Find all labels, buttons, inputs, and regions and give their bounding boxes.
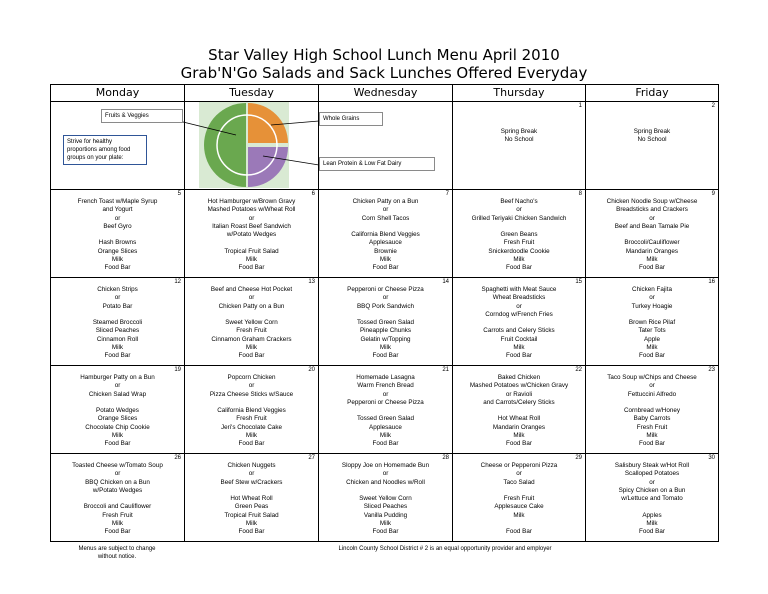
menu-line (455, 223, 583, 231)
week-row (51, 454, 719, 542)
menu-line: Chicken Patty on a Bun (218, 302, 285, 310)
menu-items (319, 462, 452, 537)
menu-line (321, 407, 450, 415)
menu-line: Hamburger Patty on a Bun (80, 374, 155, 381)
menu-line: Food Bar (238, 352, 265, 360)
menu-line: or (516, 302, 522, 310)
weekday-header-row (51, 85, 719, 102)
menu-line: Toasted Cheese w/Tomato Soup (72, 462, 163, 469)
menu-line: Spring Break (633, 128, 671, 135)
day-cell (319, 366, 453, 454)
day-cell (453, 278, 586, 366)
menu-line: Hot Hamburger w/Brown Gravy (207, 198, 296, 205)
weekday-header: Monday (51, 85, 185, 102)
day-number: 1 (578, 103, 582, 109)
menu-line: Food Bar (639, 528, 665, 536)
menu-line: Spring Break (500, 128, 538, 135)
menu-line (588, 399, 716, 407)
weekday-header: Tuesday (185, 85, 319, 102)
menu-line: Orange Slices (97, 247, 138, 255)
footer-equal-opportunity: Lincoln County School District # 2 is an equal opportunity provider and employer (338, 546, 552, 552)
menu-line: w/Potato Wedges (226, 231, 277, 239)
footer-disclaimer (50, 545, 184, 561)
menu-line: Baked Chicken (497, 374, 541, 381)
menu-line: Fresh Fruit (503, 495, 535, 503)
menu-line: Steamed Broccoli (92, 319, 143, 327)
menu-line: Fresh Fruit (636, 423, 668, 431)
day-number: 20 (308, 367, 315, 373)
menu-line: Broccoli/Cauliflower (624, 239, 680, 247)
menu-line: Hot Wheat Roll (497, 415, 541, 423)
menu-line: Milk (513, 432, 525, 440)
day-number: 13 (308, 279, 315, 285)
menu-line: Milk (111, 344, 124, 352)
menu-line: Chicken Nuggets (227, 462, 276, 469)
menu-line: Applesauce Cake (494, 503, 544, 511)
menu-line: Potato Wedges (96, 407, 139, 415)
menu-line: Pepperoni or Cheese Pizza (347, 286, 424, 293)
menu-line: and Carrots/Celery Sticks (483, 398, 555, 406)
menu-line: Beef Gyro (103, 222, 132, 230)
menu-line: Apples (642, 511, 662, 519)
menu-line: Tater Tots (638, 327, 666, 335)
day-number: 23 (708, 367, 715, 373)
day-cell (453, 366, 586, 454)
menu-line (53, 311, 182, 319)
menu-items (586, 374, 718, 449)
menu-line: Mandarin Oranges (492, 423, 546, 431)
menu-line (321, 311, 450, 319)
menu-items (185, 198, 318, 273)
menu-line: Milk (111, 520, 124, 528)
menu-line: Food Bar (372, 264, 399, 272)
menu-line: Tossed Green Salad (356, 415, 415, 423)
menu-line: Milk (379, 344, 392, 352)
day-number: 6 (311, 191, 315, 197)
menu-line: Green Beans (500, 231, 538, 239)
day-cell (185, 190, 319, 278)
menu-line: or (649, 214, 655, 222)
menu-line: or (649, 382, 655, 390)
menu-items (586, 198, 718, 273)
menu-line: Food Bar (104, 528, 131, 536)
menu-line: French Toast w/Maple Syrup (77, 198, 158, 205)
menu-line (187, 239, 316, 247)
menu-line: Hot Wheat Roll (230, 495, 273, 503)
menu-line (455, 520, 583, 528)
menu-line: Food Bar (506, 440, 532, 448)
menu-items (453, 374, 585, 449)
weekday-header: Thursday (453, 85, 586, 102)
menu-line: Food Bar (104, 440, 131, 448)
footer-disclaimer-line: without notice. (97, 554, 137, 560)
menu-line: Hash Browns (98, 239, 137, 247)
menu-items (51, 462, 184, 537)
menu-line: Milk (513, 344, 525, 352)
day-cell (51, 278, 185, 366)
menu-line: Potato Bar (102, 302, 133, 310)
menu-line: Milk (513, 511, 525, 519)
day-number: 16 (708, 279, 715, 285)
day-cell (185, 366, 319, 454)
menu-line: Italian Roast Beef Sandwich (212, 222, 291, 230)
weekday-header: Friday (586, 85, 719, 102)
menu-line: or (248, 214, 255, 222)
menu-line: Food Bar (639, 440, 665, 448)
menu-line: or (114, 294, 121, 302)
menu-items (586, 286, 718, 361)
day-cell (586, 278, 719, 366)
menu-items (51, 198, 184, 273)
menu-line: or (516, 206, 522, 214)
menu-line: Warm French Bread (357, 382, 414, 390)
menu-line: Food Bar (238, 440, 265, 448)
menu-line: Food Bar (506, 264, 532, 272)
menu-line: Tropical Fruit Salad (224, 511, 279, 519)
menu-line: Tossed Green Salad (356, 319, 415, 327)
menu-line (187, 487, 316, 495)
menu-line: Milk (379, 256, 392, 264)
day-cell (453, 454, 586, 542)
menu-line: Breadsticks and Crackers (616, 206, 688, 214)
menu-line: Beef and Bean Tamale Pie (614, 222, 690, 230)
menu-line: Beef and Cheese Hot Pocket (210, 286, 293, 293)
menu-line: Vanilla Pudding (363, 511, 408, 519)
menu-line: Mandarin Oranges (625, 247, 679, 255)
menu-line: Chicken Strips (97, 286, 138, 293)
strive-message: Strive for healthy proportions among food groups on your plate: (63, 135, 147, 165)
menu-line: Popcorn Chicken (227, 374, 276, 381)
menu-line (455, 487, 583, 495)
menu-line: Fresh Fruit (102, 511, 133, 519)
menu-line: Corndog w/French Fries (485, 310, 553, 318)
day-cell (586, 454, 719, 542)
day-cell (319, 190, 453, 278)
menu-items (453, 128, 585, 145)
day-cell (453, 190, 586, 278)
menu-line (53, 231, 182, 239)
menu-line: Beef Nacho's (500, 198, 538, 205)
menu-line: Mashed Potatoes w/Chicken Gravy (469, 382, 569, 390)
menu-line: Food Bar (238, 264, 265, 272)
menu-line: Baby Carrots (633, 415, 671, 423)
menu-line: or (114, 470, 121, 478)
page-subtitle: Grab'N'Go Salads and Sack Lunches Offered Everyday (180, 64, 588, 82)
menu-items (319, 198, 452, 273)
menu-line: Milk (646, 432, 658, 440)
day-number: 15 (575, 279, 582, 285)
menu-line: Sloppy Joe on Homemade Bun (341, 462, 430, 469)
menu-line: Sliced Peaches (95, 327, 140, 335)
day-number: 19 (174, 367, 181, 373)
menu-line: or (649, 478, 655, 486)
menu-line: California Blend Veggies (351, 231, 420, 239)
menu-line: BBQ Chicken on a Bun (85, 478, 150, 486)
menu-line: Food Bar (238, 528, 265, 536)
menu-line: Spicy Chicken on a Bun (618, 486, 686, 494)
menu-line: or (382, 390, 389, 398)
menu-line: Homemade Lasagna (356, 374, 415, 381)
day-number: 27 (308, 455, 315, 461)
menu-line: or (248, 382, 255, 390)
menu-line: or (248, 470, 255, 478)
day-cell (51, 454, 185, 542)
menu-items (453, 462, 585, 537)
menu-line: Chicken and Noodles w/Roll (346, 478, 425, 486)
menu-line: Chocolate Chip Cookie (85, 423, 150, 431)
menu-items (453, 286, 585, 361)
menu-line: Taco Soup w/Chips and Cheese (607, 374, 697, 381)
menu-line: Food Bar (639, 264, 665, 272)
day-number: 12 (174, 279, 181, 285)
menu-line: or (114, 382, 121, 390)
menu-items (51, 286, 184, 361)
menu-line (187, 311, 316, 319)
day-cell (586, 102, 719, 190)
menu-line: Broccoli and Cauliflower (83, 503, 152, 511)
menu-line: Food Bar (372, 352, 399, 360)
menu-line: Milk (513, 256, 525, 264)
menu-line: Cheese or Pepperoni Pizza (480, 462, 558, 469)
menu-items (586, 128, 718, 145)
menu-line: Wheat Breadsticks (492, 294, 546, 302)
menu-line: Food Bar (104, 352, 131, 360)
menu-line: or (248, 294, 255, 302)
fruits-veggies-callout: Fruits & Veggies (101, 109, 183, 123)
day-number: 9 (711, 191, 715, 197)
menu-line: Sweet Yellow Corn (359, 495, 412, 503)
menu-line (588, 231, 716, 239)
page-title: Star Valley High School Lunch Menu April 2010 (208, 46, 560, 64)
menu-line: Mashed Potatoes w/Wheat Roll (207, 206, 296, 214)
menu-line: or (114, 214, 121, 222)
menu-line: and Yogurt (102, 206, 133, 214)
day-cell (319, 278, 453, 366)
menu-line: Cornbread w/Honey (623, 407, 680, 415)
day-cell (51, 190, 185, 278)
menu-line: Taco Salad (503, 478, 535, 486)
menu-items (185, 286, 318, 361)
menu-line: or (382, 294, 389, 302)
menu-line (321, 223, 450, 231)
menu-line: Milk (379, 520, 392, 528)
day-number: 7 (445, 191, 449, 197)
menu-items (319, 374, 452, 449)
menu-line: Applesauce (369, 423, 402, 431)
menu-line: Brownie (374, 247, 397, 255)
day-number: 2 (711, 103, 715, 109)
menu-line: Chicken Patty on a Bun (352, 198, 419, 205)
weekday-header: Wednesday (319, 85, 453, 102)
menu-line: Milk (245, 432, 258, 440)
day-number: 21 (442, 367, 449, 373)
menu-line: Milk (111, 256, 124, 264)
menu-line: Beef Stew w/Crackers (220, 478, 283, 486)
menu-line: Milk (646, 256, 658, 264)
menu-line: Food Bar (104, 264, 131, 272)
menu-line: Food Bar (372, 440, 399, 448)
menu-line: Pizza Cheese Sticks w/Sauce (209, 390, 294, 398)
day-cell (51, 366, 185, 454)
footer-disclaimer-line: Menus are subject to change (78, 546, 156, 552)
menu-line: No School (504, 136, 534, 144)
menu-line: Jeri's Chocolate Cake (220, 423, 283, 431)
menu-line: Food Bar (506, 528, 532, 536)
lean-protein-callout: Lean Protein & Low Fat Dairy (319, 157, 435, 171)
day-cell (453, 102, 586, 190)
menu-line: Sweet Yellow Corn (225, 319, 278, 327)
day-cell (319, 454, 453, 542)
menu-line: or Ravioli (505, 390, 533, 398)
menu-line: Pineapple Chunks (359, 327, 412, 335)
day-number: 22 (575, 367, 582, 373)
menu-items (185, 374, 318, 449)
menu-items (586, 462, 718, 537)
menu-line: w/Lettuce and Tomato (621, 495, 683, 503)
menu-line (455, 319, 583, 327)
menu-line: Milk (646, 520, 658, 528)
menu-items (51, 374, 184, 449)
menu-line: Pepperoni or Cheese Pizza (347, 398, 424, 406)
menu-line (53, 399, 182, 407)
menu-line: BBQ Pork Sandwich (356, 302, 415, 310)
day-cell (586, 190, 719, 278)
menu-line: Fruit Cocktail (500, 335, 538, 343)
menu-line: Cinnamon Graham Crackers (211, 335, 292, 343)
menu-line: Milk (245, 520, 258, 528)
menu-line: Snickerdoodle Cookie (488, 247, 550, 255)
menu-line: Milk (646, 344, 658, 352)
menu-line: Fresh Fruit (236, 327, 267, 335)
menu-line: Chicken Noodle Soup w/Cheese (606, 198, 698, 205)
whole-grains-callout: Whole Grains (319, 112, 383, 126)
menu-line: Milk (245, 344, 258, 352)
menu-line: Milk (379, 432, 392, 440)
menu-line: Carrots and Celery Sticks (483, 327, 555, 335)
menu-line: Milk (245, 256, 258, 264)
menu-line: w/Potato Wedges (92, 486, 143, 494)
menu-line: Milk (111, 432, 124, 440)
menu-line: Green Peas (234, 503, 269, 511)
menu-line: Fresh Fruit (503, 239, 535, 247)
week-row (51, 190, 719, 278)
menu-line (321, 487, 450, 495)
day-cell (185, 278, 319, 366)
menu-line: Applesauce (369, 239, 402, 247)
menu-line: Gelatin w/Topping (360, 335, 411, 343)
menu-line: Cinnamon Roll (96, 335, 139, 343)
menu-line: Fettuccini Alfredo (627, 390, 677, 398)
menu-line: Chicken Salad Wrap (88, 390, 147, 398)
week-row (51, 278, 719, 366)
menu-line: Spaghetti with Meat Sauce (481, 286, 557, 293)
day-number: 8 (578, 191, 582, 197)
menu-line (588, 311, 716, 319)
menu-line: Turkey Hoagie (631, 302, 673, 310)
day-cell (185, 454, 319, 542)
week-row (51, 366, 719, 454)
menu-line: Fresh Fruit (236, 415, 267, 423)
menu-line (187, 399, 316, 407)
menu-line: Food Bar (372, 528, 399, 536)
menu-line: Food Bar (506, 352, 532, 360)
menu-line: Grilled Teriyaki Chicken Sandwich (471, 214, 567, 222)
menu-line: Chicken Fajita (632, 286, 672, 293)
plate-graphic (51, 101, 451, 189)
menu-line: or (649, 294, 655, 302)
menu-line: Brown Rice Pilaf (628, 319, 676, 327)
menu-line: Scalloped Potatoes (624, 470, 680, 478)
menu-line: Salisbury Steak w/Hot Roll (614, 462, 690, 469)
menu-line: Corn Shell Tacos (361, 214, 410, 222)
day-number: 29 (575, 455, 582, 461)
menu-line: Sliced Peaches (363, 503, 408, 511)
menu-line: Apple (643, 335, 661, 343)
menu-line: Tropical Fruit Salad (224, 247, 279, 255)
menu-line (455, 407, 583, 415)
day-number: 28 (442, 455, 449, 461)
menu-line: or (516, 470, 522, 478)
menu-items (453, 198, 585, 273)
day-number: 26 (174, 455, 181, 461)
menu-line: California Blend Veggies (217, 407, 286, 415)
menu-items (185, 462, 318, 537)
menu-line: Orange Slices (97, 415, 138, 423)
menu-line: Food Bar (639, 352, 665, 360)
day-number: 30 (708, 455, 715, 461)
day-cell (586, 366, 719, 454)
menu-line: or (382, 206, 389, 214)
menu-line (588, 503, 716, 511)
menu-items (319, 286, 452, 361)
menu-line (53, 495, 182, 503)
menu-line: No School (637, 136, 667, 144)
day-number: 5 (177, 191, 181, 197)
day-number: 14 (442, 279, 449, 285)
menu-line: or (382, 470, 389, 478)
